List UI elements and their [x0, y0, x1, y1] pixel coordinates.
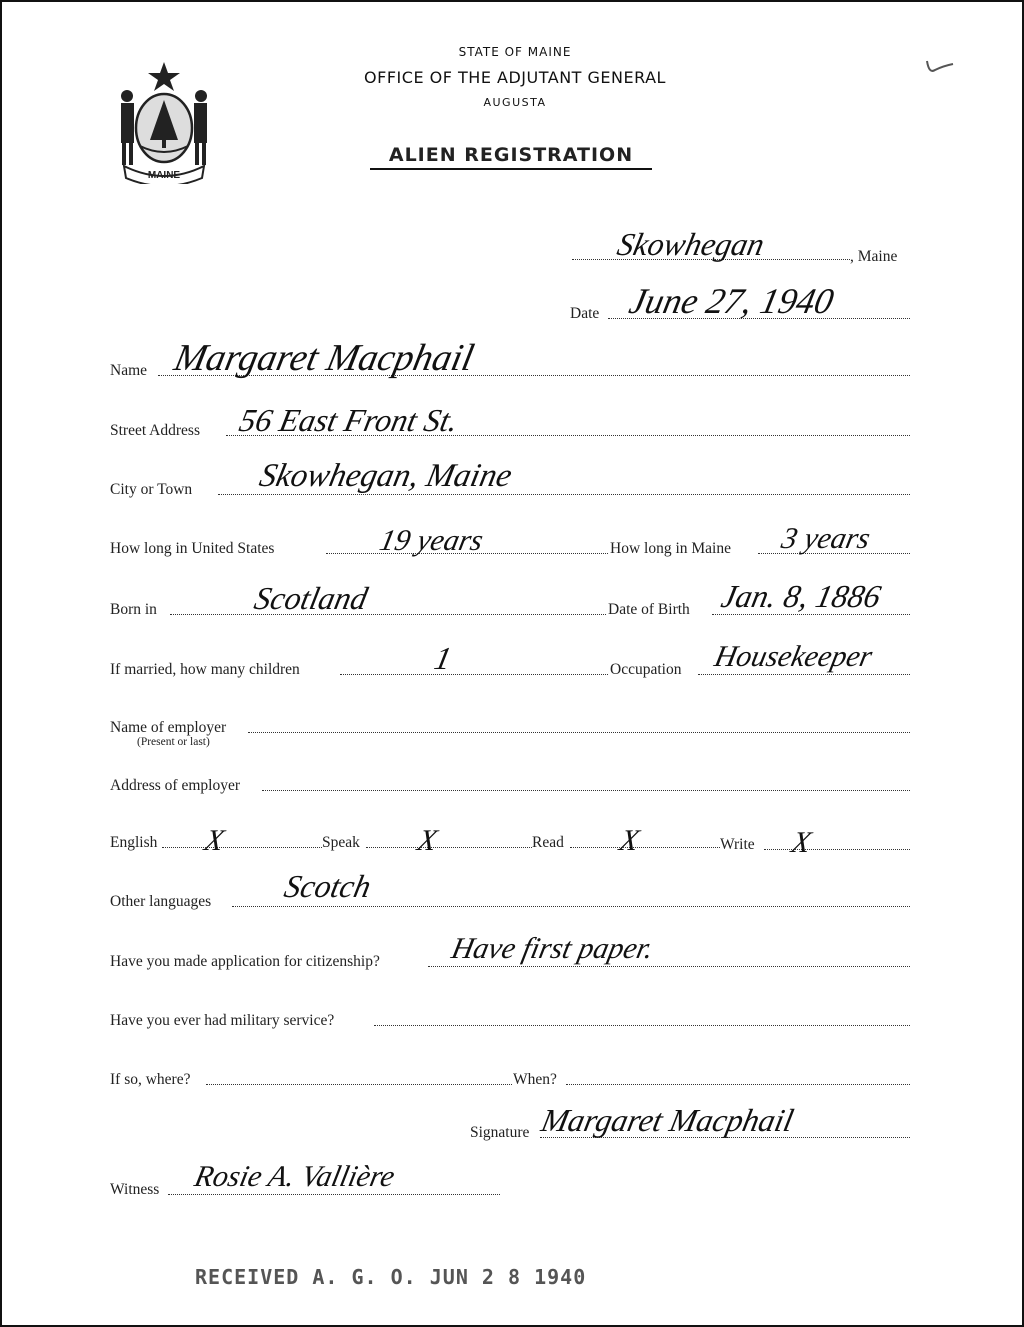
speak-label: Speak	[322, 834, 360, 851]
svg-text:MAINE: MAINE	[147, 170, 181, 181]
born-in-value[interactable]: Scotland	[251, 580, 371, 616]
form-title: ALIEN REGISTRATION	[370, 144, 652, 170]
write-label: Write	[720, 836, 755, 853]
read-value[interactable]: X	[616, 824, 642, 857]
signature-value[interactable]: Margaret Macphail	[538, 1102, 797, 1138]
witness-label: Witness	[110, 1181, 160, 1198]
dob-label: Date of Birth	[608, 601, 690, 618]
other-languages-line	[232, 906, 910, 907]
how-long-us-label: How long in United States	[110, 540, 275, 557]
read-line	[570, 847, 720, 848]
header-office: OFFICE OF THE ADJUTANT GENERAL	[364, 68, 666, 87]
military-label: Have you ever had military service?	[110, 1012, 335, 1029]
place-suffix: , Maine	[850, 248, 898, 265]
date-label: Date	[570, 305, 600, 322]
street-value[interactable]: 56 East Front St.	[236, 402, 462, 438]
header-city: AUGUSTA	[483, 96, 547, 109]
where-line	[206, 1084, 512, 1085]
english-value[interactable]: X	[201, 824, 227, 857]
write-line	[764, 849, 910, 850]
employer-label: Name of employer	[110, 719, 227, 736]
read-label: Read	[532, 834, 564, 851]
military-line	[374, 1025, 910, 1026]
employer-address-line	[262, 790, 910, 791]
place-value[interactable]: Skowhegan	[614, 226, 768, 262]
how-long-maine-value[interactable]: 3 years	[778, 522, 874, 555]
speak-line	[366, 847, 532, 848]
write-value[interactable]: X	[788, 826, 814, 859]
signature-label: Signature	[470, 1124, 530, 1141]
witness-line	[168, 1194, 500, 1195]
occupation-value[interactable]: Housekeeper	[711, 640, 876, 673]
witness-value[interactable]: Rosie A. Vallière	[191, 1160, 398, 1193]
name-label: Name	[110, 362, 148, 379]
employer-address-label: Address of employer	[110, 777, 240, 794]
where-label: If so, where?	[110, 1071, 191, 1088]
date-value[interactable]: June 27, 1940	[625, 281, 838, 321]
speak-value[interactable]: X	[414, 824, 440, 857]
when-label: When?	[513, 1071, 557, 1088]
english-label: English	[110, 834, 158, 851]
header-state: STATE OF MAINE	[458, 45, 572, 59]
born-in-line	[170, 614, 606, 615]
other-languages-value[interactable]: Scotch	[281, 868, 375, 904]
street-label: Street Address	[110, 422, 200, 439]
children-line	[340, 674, 608, 675]
employer-sublabel: (Present or last)	[137, 736, 210, 748]
how-long-maine-label: How long in Maine	[610, 540, 731, 557]
city-label: City or Town	[110, 481, 193, 498]
children-value[interactable]: 1	[431, 640, 455, 676]
check-mark-icon	[925, 58, 955, 78]
born-in-label: Born in	[110, 601, 157, 618]
english-line	[162, 847, 322, 848]
when-line	[566, 1084, 910, 1085]
name-value[interactable]: Margaret Macphail	[170, 337, 478, 379]
children-label: If married, how many children	[110, 661, 300, 678]
citizenship-label: Have you made application for citizenship?	[110, 953, 380, 970]
occupation-line	[698, 674, 910, 675]
received-stamp: RECEIVED A. G. O. JUN 2 8 1940	[195, 1265, 587, 1289]
dob-value[interactable]: Jan. 8, 1886	[718, 578, 885, 614]
how-long-us-value[interactable]: 19 years	[376, 524, 487, 557]
other-languages-label: Other languages	[110, 893, 212, 910]
occupation-label: Occupation	[610, 661, 682, 678]
city-value[interactable]: Skowhegan, Maine	[256, 458, 516, 494]
employer-line	[248, 732, 910, 733]
citizenship-value[interactable]: Have first paper.	[448, 932, 657, 965]
state-seal-icon	[110, 58, 218, 184]
citizenship-line	[428, 966, 910, 967]
